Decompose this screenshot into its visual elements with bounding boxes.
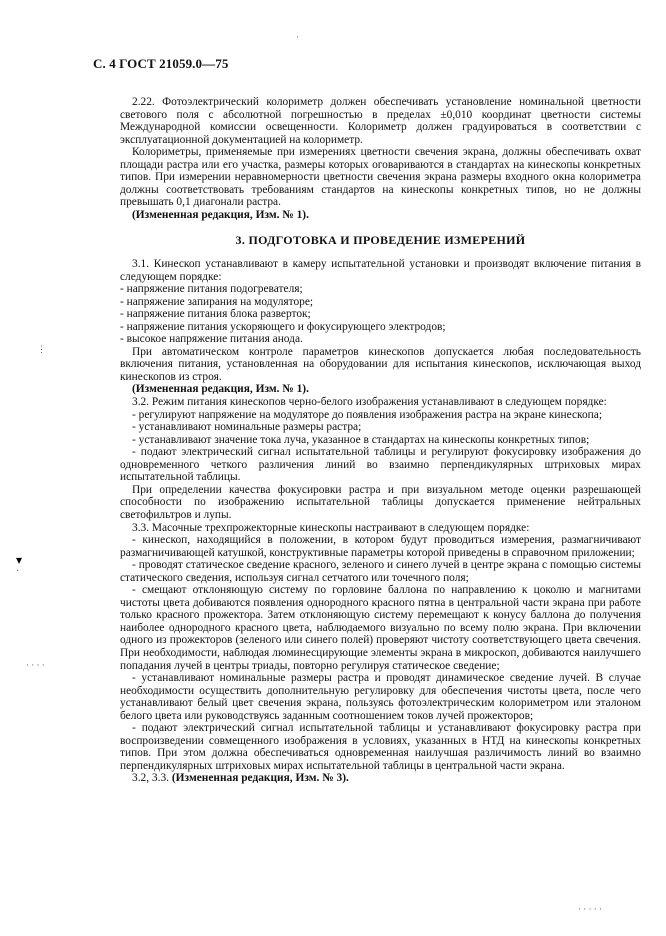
paragraph-3-2: 3.2. Режим питания кинескопов черно-белого изображения устанавливают в следующем порядке: — [132, 396, 607, 409]
scan-speck: · · · · — [26, 660, 45, 670]
paragraph-auto-control: При автоматическом контроле параметров кинескопов допускается любая последовательность включения питания, установленная на оборудовании для испытания кинескопов, исключающая выход кинескопов из строя. — [120, 345, 641, 383]
list-item: - подают электрический сигнал испытательной таблицы и регулируют фокусировку изображения до одновременного четкого различения линий во взаимно перпендикулярных штриховых мирах испытательной таблицы. — [120, 446, 641, 484]
list-item: - напряжение запирания на модуляторе; — [120, 295, 314, 308]
amendment-note-3 — [120, 772, 641, 785]
document-body — [120, 96, 641, 785]
section-title: 3. ПОДГОТОВКА И ПРОВЕДЕНИЕ ИЗМЕРЕНИЙ — [235, 233, 526, 248]
list-item: - проводят статическое сведение красного, зеленого и синего лучей в центре экрана с помощью системы статического сведения, используя сигнал сетчатого или точечного поля; — [120, 559, 641, 584]
scan-speck: ▾ — [16, 553, 23, 567]
paragraph-focus: При определении качества фокусировки растра и при визуальном методе оценки разрешающей способности по изображению испытательной таблицы допускается применение нейтральных светофильтров и лупы. — [120, 483, 641, 521]
list-item: - напряжение питания блока разверток; — [120, 308, 311, 321]
scan-speck: · — [16, 566, 20, 577]
amendment-note: (Измененная редакция, Изм. № 1). — [132, 383, 309, 396]
clause-reference: 3.2, 3.3. — [132, 772, 170, 785]
list-item: - кинескоп, находящийся в положении, в котором будут проводиться измерения, размагничивают размагничивающей катушкой, конструктивные параметры которой приведены в справочном приложении; — [120, 534, 641, 559]
list-item: - напряжение питания подогревателя; — [120, 283, 303, 296]
paragraph-2-22: 2.22. Фотоэлектрический колориметр должен обеспечивать установление номинальной цветности светового поля с абсолютной погрешностью в пределах ±0,010 координат цветности системы Международной комиссии освещенности. Колориметр должен градуироваться в соответствии с эксплуатационной документацией на колориметр. — [120, 96, 641, 146]
amendment-note: (Измененная редакция, Изм. № 1). — [132, 208, 309, 221]
paragraph-colorimeters: Колориметры, применяемые при измерениях цветности свечения экрана, должны обеспечивать охват площади растра или его участка, размеры которых оговариваются в стандартах на кинескопы конкретных типов. При измерении неравномерности цветности свечения экрана размеры входного окна колориметра должны соответствовать требованиям стандартов на кинескопы конкретных типов, но не должны превышать 0,1 диагонали растра. — [120, 146, 641, 209]
list-item: - высокое напряжение питания анода. — [120, 333, 303, 346]
list-item: - напряжение питания ускоряющего и фокусирующего электродов; — [120, 320, 446, 333]
list-item: - устанавливают номинальные размеры растра; — [132, 421, 362, 434]
list-item: - регулируют напряжение на модуляторе до появления изображения растра на экране кинескопа; — [132, 408, 602, 421]
scan-speck: · — [296, 32, 299, 42]
list-item: - устанавливают значение тока луча, указанное в стандартах на кинескопы конкретных типов; — [132, 433, 590, 446]
scan-speck: ⋮ — [37, 344, 46, 354]
list-item: - смещают отклоняющую систему по горловине баллона по направлению к цоколю и магнитами чистоты цвета добиваются появления однородного красного пятна в центральной части экрана при работе только красного прожектора. Затем отклоняющую систему перемещают к конусу баллона до получения наиболее однородного красного цвета, наблюдаемого визуально по всему полю экрана. При включении одного из прожекторов (зеленого или синего полей) проверяют чистоту соответствующего цвета свечения. При необходимости, наблюдая люминесцирующие элементы экрана в микроскоп, добиваются наилучшего попадания лучей в центры триады, повторно регулируя статическое сведение; — [120, 584, 641, 672]
scan-speck: · · · · · — [578, 904, 602, 914]
page-header: С. 4 ГОСТ 21059.0—75 — [93, 56, 229, 71]
amendment-note: (Измененная редакция, Изм. № 3). — [171, 772, 349, 785]
list-item: - подают электрический сигнал испытательной таблицы и устанавливают фокусировку растра при воспроизведении совмещенного изображения в условиях, указанных в НТД на кинескопы конкретных типов. При этом должна обеспечиваться одновременная наилучшая различимость линий во взаимно перпендикулярных штриховых мирах испытательной таблицы в центральной части экрана. — [120, 722, 641, 772]
paragraph-3-1: 3.1. Кинескоп устанавливают в камеру испытательной установки и производят включение питания в следующем порядке: — [120, 258, 641, 283]
list-item: - устанавливают номинальные размеры растра и проводят динамическое сведение лучей. В случае необходимости осуществить дополнительную регулировку для обеспечения чистоты цвета, после чего устанавливают белый цвет свечения экрана, пользуясь фотоэлектрическим колориметром или эталоном белого цвета или руководствуясь заданным соотношением токов лучей прожекторов; — [120, 672, 641, 722]
paragraph-3-3: 3.3. Масочные трехпрожекторные кинескопы настраивают в следующем порядке: — [132, 521, 530, 534]
